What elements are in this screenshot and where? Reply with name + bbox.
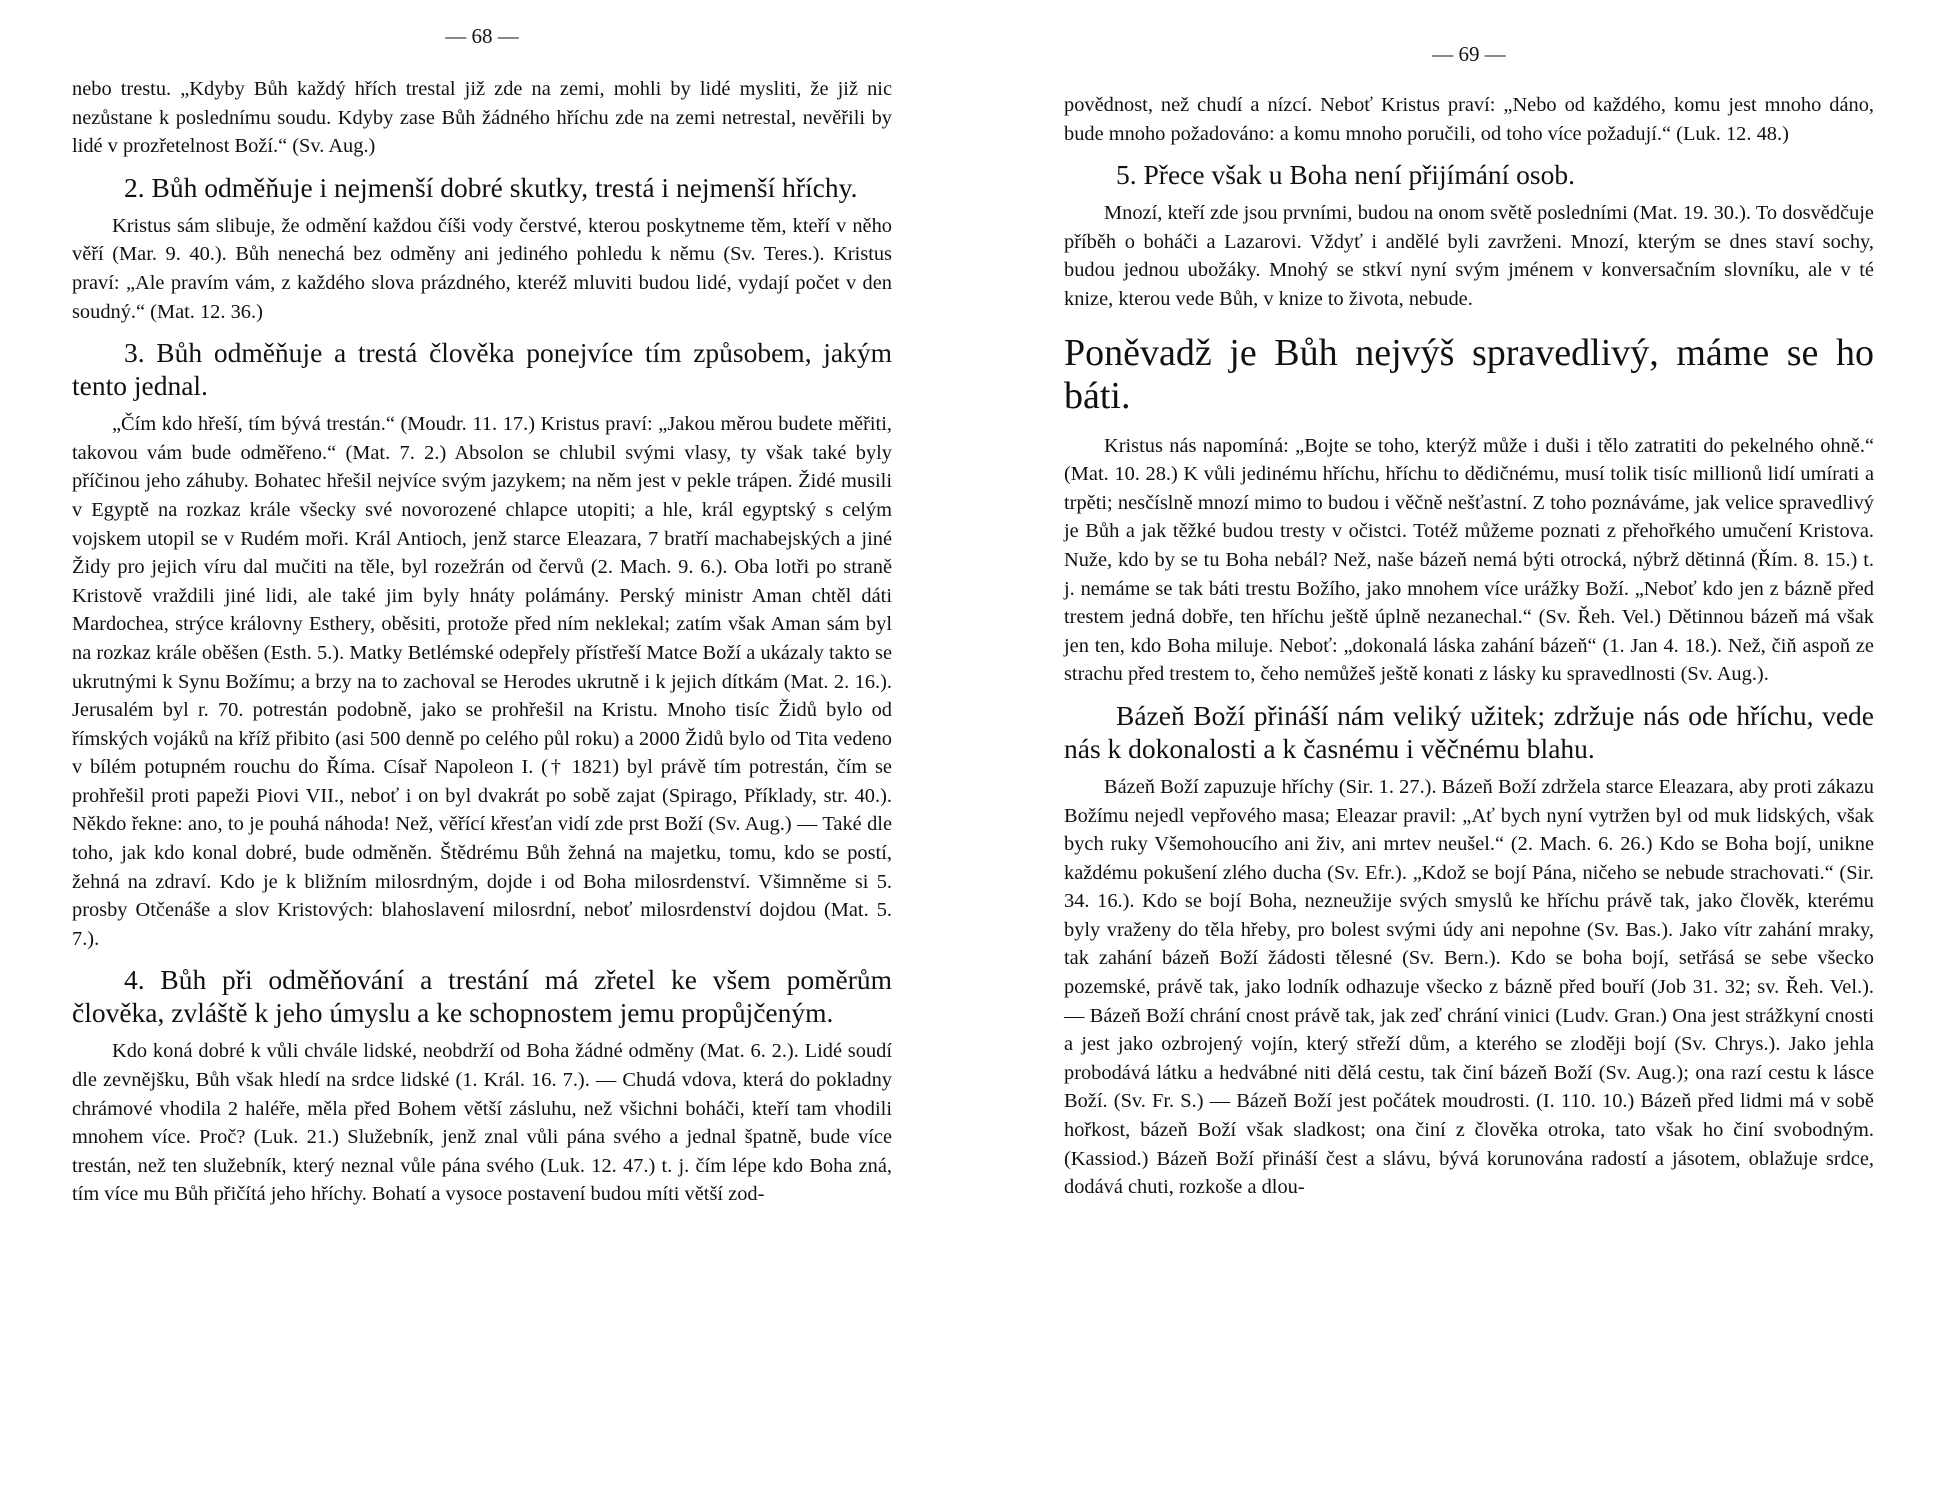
section-heading-3: 3. Bůh odměňuje a trestá člověka ponejvíce tím způsobem, jakým tento jednal. [72,337,892,402]
section-heading-4: 4. Bůh při odměňování a trestání má zřetel ke všem poměrům člověka, zvláště k jeho úmyslu a ke schopnostem jemu propůjčeným. [72,964,892,1029]
right-intro-paragraph: povědnost, než chudí a nízcí. Neboť Kristus praví: „Nebo od každého, komu jest mnoho dáno, bude mnoho požadováno: a komu mnoho poručili, od toho více požadují.“ (Luk. 12. 48.) [1064,94,1874,145]
section-heading-2: 2. Bůh odměňuje i nejmenší dobré skutky, trestá i nejmenší hříchy. [124,171,858,203]
fear-of-god-paragraph: Kristus nás napomíná: „Bojte se toho, kterýž může i duši i tělo zatratiti do pekelného ohně.“ (Mat. 10. 28.) K vůli jedinému hříchu, hříchu to dědičnému, musí tolik tisíc millionů lidí umírati a trpěti; nesčíslně mnozí mimo to budou i věčně nešťastní. Z toho poznáváme, jak velice spravedlivý je Bůh a jak těžké budou tresty v očistci. Totéž můžeme poznati z přehořkého umučení Kristova. Nuže, kdo by se tu Boha nebál? Než, naše bázeň nemá býti otrocká, nýbrž dětinná (Řím. 8. 15.) t. j. nemáme se tak báti trestu Božího, jako mnohem více urážky Boží. „Neboť kdo jen z bázně před trestem jedná dobře, ten hříchu ještě úplně nezanechal.“ (Sv. Řeh. Vel.) Dětinnou bázeň má však jen ten, kdo Boha miluje. Neboť: „dokonalá láska zahání bázeň“ (1. Jan 4. 18.). Než, čiň aspoň ze strachu před trestem to, čeho nemůžeš ještě konati z lásky ku spravedlnosti (Sv. Aug.). [1064,434,1874,686]
left-page [72,0,892,1209]
section-2-paragraph: Kristus sám slibuje, že odmění každou číši vody čerstvé, kterou poskytneme těm, kteří v něho věří (Mar. 9. 40.). Bůh nenechá bez odměny ani jediného pohledu k němu (Sv. Teres.). Kristus praví: „Ale pravím vám, z každého slova prázdného, kteréž mluviti budou lidé, vydají počet v den soudný.“ (Mat. 12. 36.) [72,214,892,323]
page-number-left: — 68 — [445,24,519,48]
section-4-paragraph: Kdo koná dobré k vůli chvále lidské, neobdrží od Boha žádné odměny (Mat. 6. 2.). Lidé soudí dle zevnějšku, Bůh však hledí na srdce lidské (1. Král. 16. 7.). — Chudá vdova, která do pokladny chrámové vhodila 2 haléře, měla před Bohem větší zásluhu, než všichni boháči, kteří tam vhodili mnohem více. Proč? (Luk. 21.) Služebník, jenž znal vůli pána svého a jednal špatně, bude více trestán, než ten služebník, který neznal vůle pána svého (Luk. 12. 47.) t. j. čím lépe kdo Boha zná, tím více mu Bůh přičítá jeho hříchy. Bohatí a vysoce postavení budou míti větší zod- [72,1040,892,1206]
left-intro-paragraph: nebo trestu. „Kdyby Bůh každý hřích trestal již zde na zemi, mohli by lidé mysliti, že již nic nezůstane k poslednímu soudu. Kdyby zase Bůh žádného hříchu zde na zemi netrestal, nevěřili by lidé v prozřetelnost Boží.“ (Sv. Aug.) [72,78,892,158]
benefit-heading: Bázeň Boží přináší nám veliký užitek; zdržuje nás ode hříchu, vede nás k dokonalosti a k časnému i věčnému blahu. [1064,699,1874,764]
section-5-paragraph: Mnozí, kteří zde jsou prvními, budou na onom světě posledními (Mat. 19. 30.). To dosvědčuje příběh o boháči a Lazarovi. Vždyť i andělé byli zavrženi. Mnozí, kterým se dnes staví sochy, budou jednou ubožáky. Mnohý se stkví nyní svým jménem v konversačním slovníku, ale v té knize, kterou vede Bůh, v knize to života, nebude. [1064,202,1874,310]
section-heading-5: 5. Přece však u Boha není přijímání osob. [1116,159,1576,191]
right-page [1064,0,1874,1202]
section-3-paragraph: „Čím kdo hřeší, tím bývá trestán.“ (Moudr. 11. 17.) Kristus praví: „Jakou měrou budete měřiti, takovou vám bude odměřeno.“ (Mat. 7. 2.) Absolon se chlubil svými vlasy, ty však také byly příčinou jeho záhuby. Bohatec hřešil nejvíce svým jazykem; na něm jest v pekle trápen. Židé musili v Egyptě na rozkaz krále všecky své novorozené chlapce utopiti; a hle, král egyptský s celým vojskem utopil se v Rudém moři. Král Antioch, jenž starce Eleazara, 7 bratří machabejských a jiné Židy pro jejich víru dal mučiti na těle, byl rozežrán od červů (2. Mach. 9. 6.). Oba lotři po straně Kristově vraždili jiné lidi, ale také jim byly hnáty polámány. Perský ministr Aman chtěl dáti Mardochea, strýce královny Esthery, oběsiti, protože před ním neklekal; zatím však Aman sám byl na rozkaz krále oběšen (Esth. 5.). Matky Betlémské odepřely přístřeší Matce Boží a ukázaly takto se ukrutnými k Synu Božímu; a brzy na to zachoval se Herodes ukrutně i k jejich dítkám (Mat. 2. 16.). Jerusalém byl r. 70. potrestán podobně, jako se prohřešil na Kristu. Mnoho tisíc Židů bylo od římských vojáků na kříž přibito (asi 500 denně po celého půl roku) a 2000 Židů bylo od Tita vedeno v bílém potupném rouchu do Říma. Císař Napoleon I. († 1821) byl právě tím potrestán, čím se prohřešil proti papeži Piovi VII., neboť i on byl dvakrát po sobě zajat (Spirago, Příklady, str. 40.). Někdo řekne: ano, to je pouhá náhoda! Než, věřící křesťan vidí zde prst Boží (Sv. Aug.) — Také dle toho, jak kdo konal dobré, bude odměněn. Štědrému Bůh žehná na majetku, tomu, kdo se postí, žehná na zdraví. Kdo je k bližním milosrdným, dojde i od Boha milosrdenství. Všimněme si 5. prosby Otčenáše a slov Kristových: blahoslavení milosrdní, neboť milosrdenství dojdou (Mat. 5. 7.). [72,413,892,950]
main-heading-fear-of-god: Poněvadž je Bůh nejvýš spravedlivý, máme se ho báti. [1064,331,1874,417]
page-number-right: — 69 — [1432,42,1506,66]
benefit-paragraph: Bázeň Boží zapuzuje hříchy (Sir. 1. 27.). Bázeň Boží zdržela starce Eleazara, aby proti zákazu Božímu nejedl vepřového masa; Eleazar pravil: „Ať bych nyní vytržen byl od muk lidských, však bych ruky Všemohoucího ani živ, ani mrtev neušel.“ (2. Mach. 6. 26.) Kdo se Boha bojí, unikne každému pokušení zlého ducha (Sv. Efr.). „Kdož se bojí Pána, ničeho se nebude strachovati.“ (Sir. 34. 16.). Kdo se bojí Boha, nezneužije svých smyslů ke hříchu právě tak, jako člověk, kterému byly vraženy do těla hřeby, pro bolest svými údy ani nepohne (Sv. Bas.). Jako vítr zahání mraky, tak zahání bázeň Boží žádosti tělesné (Sv. Bern.). Kdo se boha bojí, setřásá se sebe všecko pozemské, právě tak, jako lodník odhazuje všecko z bázně před bouří (Job 31. 32; sv. Řeh. Vel.). — Bázeň Boží chrání cnost právě tak, jak zeď chrání vinici (Ludv. Gran.) Ona jest strážkyní cnosti a jest jako ozbrojený vojín, který střeží dům, a kterého se zloději bojí (Sv. Chrys.). Jako jehla probodává látku a hedvábné niti dělá cestu, tak činí bázeň Boží (Sv. Aug.); ona razí cestu k lásce Boží. (Sv. Fr. S.) — Bázeň Boží jest počátek moudrosti. (I. 110. 10.) Bázeň před lidmi má v sobě hořkost, bázeň Boží však sladkost; ona činí z člověka otroka, tato však ho činí svobodným. (Kassiod.) Bázeň Boží přináší čest a slávu, bývá korunována radostí a jásotem, oblažuje srdce, dodává chuti, rozkoše a dlou- [1064,775,1874,1199]
